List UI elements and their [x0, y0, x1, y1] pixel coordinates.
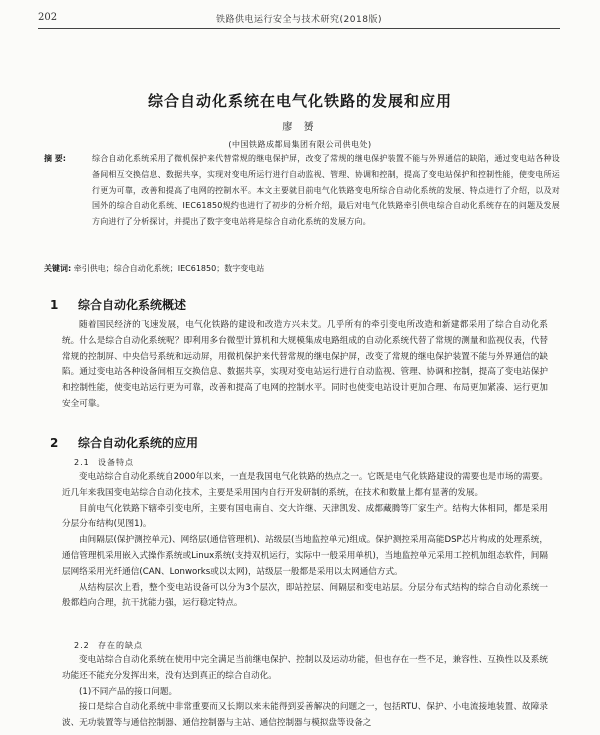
subsection-title: 设备特点: [98, 458, 134, 467]
keywords-text: 牵引供电；综合自动化系统；IEC61850；数字变电站: [73, 264, 265, 273]
subsection-2-2-body: [62, 653, 548, 732]
section-title: 综合自动化系统的应用: [78, 436, 199, 450]
paragraph: 从结构层次上看，整个变电站设备可以分为3个层次，即站控层、间隔层和变电站层。分层分布式结构的综合自动化系统一般都趋向合理，抗干扰能力强，运行稳定特点。: [62, 582, 548, 609]
abstract-text: 综合自动化系统采用了微机保护来代替常规的继电保护屏，改变了常规的继电保护装置不能与外界通信的缺陷，通过变电站各种设备间相互交换信息、数据共享，实现对变电所运行进行自动监视、管理、协调和控制，提高了变电站保护和控制性能，使变电所运行更为可靠，改善和提高了电网的控制水平。本文主要就目前电气化铁路变电所综合自动化系统的发展、特点进行了介绍，以及对国外的综合自动化系统、IEC61850规约也进行了初步的分析介绍，最后对电气化铁路牵引供电综合自动化系统存在的问题及发展方向进行了分析探讨，并提出了数字变电站将是综合自动化系统的发展方向。: [92, 154, 560, 227]
subsection-number: 2.1: [74, 458, 90, 467]
abstract: [44, 151, 560, 230]
subsection-title: 存在的缺点: [98, 641, 143, 650]
article-title: 综合自动化系统在电气化铁路的发展和应用: [147, 92, 452, 110]
section-heading-1: [50, 296, 186, 313]
paragraph: 由间隔层(保护测控单元)、网络层(通信管理机)、站级层(当地监控单元)组成。保护测控采用高能DSP芯片构成的处理系统，通信管理机采用嵌入式操作系统或Linux系统(支持双机运行，实际中一般采用单机)，当地监控单元采用工控机加组态软件，间隔层网络采用光纤通信(CAN、Lonworks或以太网)，站级层一般都是采用以太网通信方式。: [62, 535, 548, 577]
paragraph: 变电站综合自动化系统在使用中完全满足当前继电保护、控制以及运动功能，但也存在一些不足，兼容性、互换性以及系统功能还不能充分发挥出来，没有达到真正的综合自动化。: [62, 655, 548, 681]
abstract-label: 摘 要:: [44, 154, 66, 163]
subsection-2-1-body: [62, 470, 548, 612]
keywords: [44, 262, 560, 276]
journal-title: 铁路供电运行安全与技术研究(2018版): [216, 15, 382, 25]
page-number: 202: [38, 12, 58, 23]
paragraph: 接口是综合自动化系统中非常重要而又长期以来未能得到妥善解决的问题之一，包括RTU、保护、小电流接地装置、故障录波、无功装置等与通信控制器、通信控制器与主站、通信控制器与模拟盘等设备之: [62, 702, 548, 729]
section-number: 1: [50, 298, 59, 312]
author-affiliation: (中国铁路成都局集团有限公司供电处): [228, 140, 372, 149]
header-rule: [38, 28, 560, 29]
subsection-heading-2-1: [74, 457, 134, 468]
subsection-number: 2.2: [74, 641, 90, 650]
paragraph: (1)不同产品的接口问题。: [79, 686, 178, 697]
paragraph: 变电站综合自动化系统自2000年以来，一直是我国电气化铁路的热点之一。它既是电气化铁路建设的需要也是市场的需要。近几年来我国变电站综合自动化技术，主要是采用国内自行开发研制的系统，在技术和数量上都有显著的发展。: [62, 472, 548, 498]
section-heading-2: [50, 434, 198, 451]
keywords-label: 关键词:: [44, 264, 72, 273]
running-header: [38, 10, 560, 30]
subsection-heading-2-2: [74, 640, 143, 651]
article-author: 廖 赟: [282, 122, 318, 133]
section-title: 综合自动化系统概述: [78, 298, 187, 312]
section-number: 2: [50, 436, 59, 450]
paragraph: 随着国民经济的飞速发展，电气化铁路的建设和改造方兴未艾。几乎所有的牵引变电所改造和新建都采用了综合自动化系统。什么是综合自动化系统呢？即利用多台微型计算机和大规模集成电路组成的自动化系统代替了常规的测量和监视仪表，代替常规的控制屏、中央信号系统和远动屏，用微机保护来代替常规的继电保护屏，改变了常规的继电保护装置不能与外界通信的缺陷。通过变电站各种设备间相互交换信息、数据共享，实现对变电站运行进行自动监视、管理、协调和控制，提高了变电站保护和控制性能，使变电站运行更为可靠，改善和提高了电网的控制水平。同时也使变电站设计更加合理、布局更加紧凑、运行更加安全可靠。: [62, 320, 548, 409]
paragraph: 目前电气化铁路下辖牵引变电所，主要有国电南自、交大许继、天津凯发、成都藏腾等厂家生产。结构大体相同，都是采用分层分布结构(见图1)。: [62, 503, 548, 530]
section-1-body: [62, 318, 548, 413]
